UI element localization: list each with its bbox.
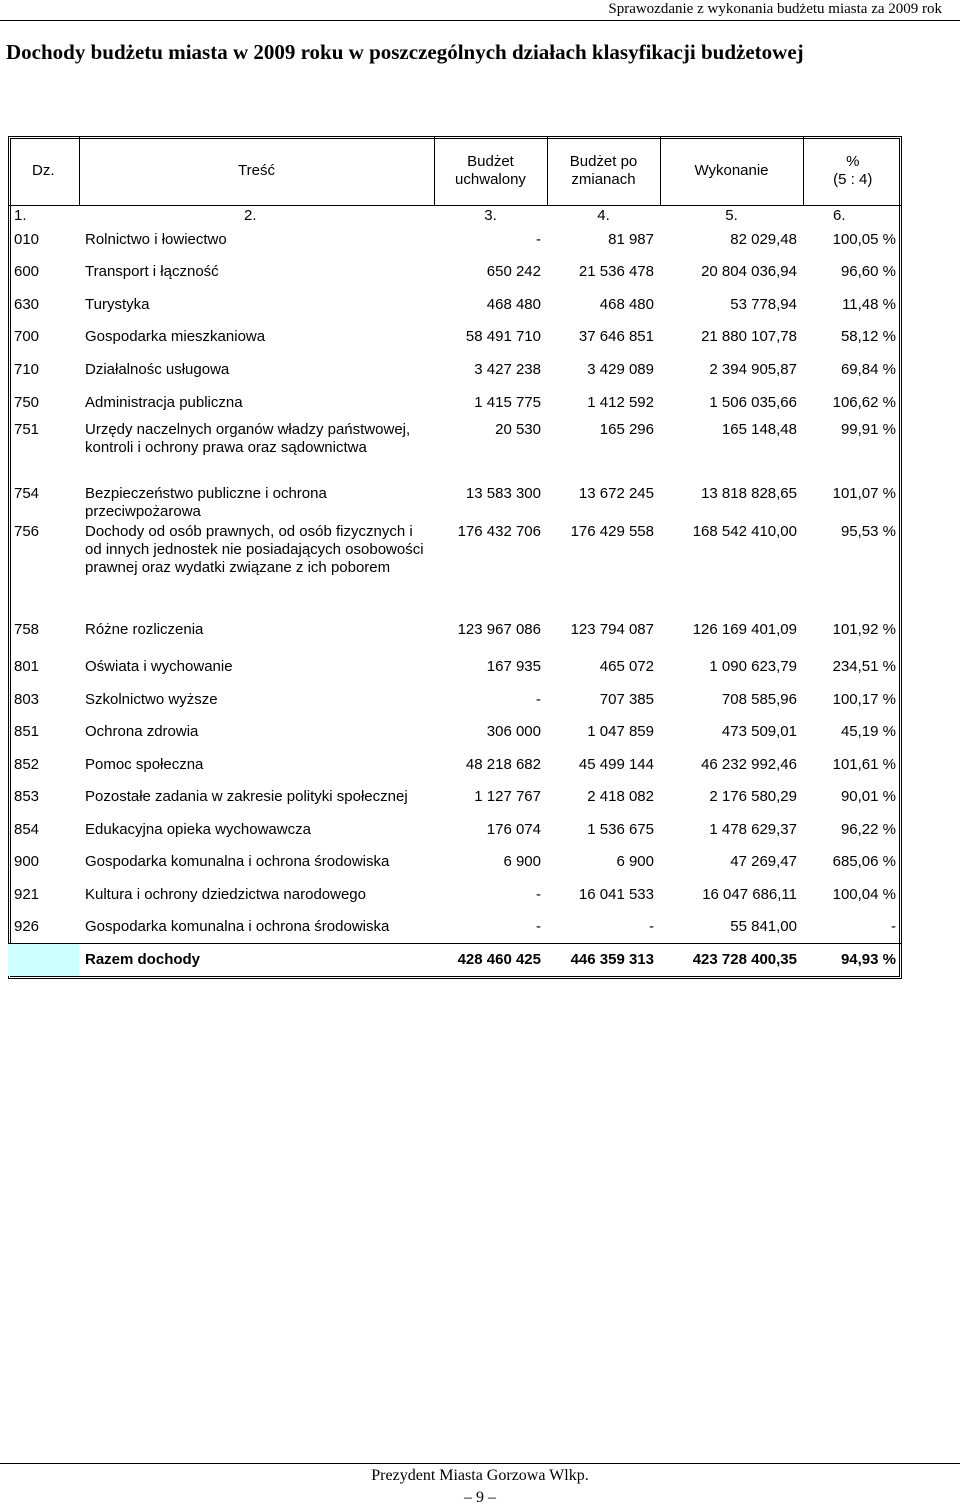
footer-divider: [0, 1463, 960, 1464]
total-plan: 428 460 425: [434, 943, 547, 976]
row-after: 81 987: [608, 231, 654, 248]
header-exec: Wykonanie: [660, 137, 803, 206]
row-name: Działalnośc usługowa: [85, 360, 230, 378]
table-row: [8, 226, 902, 254]
row-name: Bezpieczeństwo publiczne i ochrona przeciwpożarowa: [85, 485, 327, 520]
row-after: 2 418 082: [587, 788, 654, 805]
row-exec: 473 509,01: [721, 723, 797, 740]
table-row: [8, 254, 902, 290]
row-plan: 1 415 775: [474, 393, 541, 411]
row-exec: 1 506 035,66: [709, 393, 797, 411]
table-row: [8, 878, 902, 911]
row-exec: 55 841,00: [730, 917, 797, 935]
column-number: 3.: [484, 207, 497, 224]
row-pct: 11,48 %: [842, 296, 896, 313]
row-pct: 95,53 %: [840, 523, 896, 540]
row-plan: 650 242: [486, 263, 541, 280]
table-row: [8, 911, 902, 943]
row-after: 13 672 245: [578, 485, 654, 502]
total-row: [8, 943, 902, 976]
row-name: Ochrona zdrowia: [85, 723, 199, 740]
row-pct: 685,06 %: [832, 853, 896, 870]
row-code: 710: [14, 360, 40, 378]
table-row: [8, 386, 902, 419]
row-after: 45 499 144: [578, 755, 654, 773]
row-name: Różne rozliczenia: [85, 621, 204, 638]
row-code: 900: [14, 853, 40, 870]
total-code: [8, 943, 79, 976]
table-row: [8, 716, 902, 748]
header-after: [547, 137, 660, 206]
row-after: 1 047 859: [587, 723, 654, 740]
row-code: 010: [14, 231, 40, 248]
table-row: [8, 353, 902, 386]
row-code: 926: [14, 917, 40, 935]
row-after: 37 646 851: [578, 327, 654, 345]
row-name: Transport i łączność: [85, 263, 219, 280]
row-name: Urzędy naczelnych organów władzy państwowej, kontroli i ochrony prawa oraz sądownictwa: [85, 421, 411, 456]
row-pct: 100,17 %: [832, 690, 896, 708]
header-pct-line2: (5 : 4): [833, 171, 873, 188]
row-after: 707 385: [599, 690, 654, 708]
row-code: 700: [14, 327, 40, 345]
row-code: 758: [14, 621, 40, 638]
row-plan: -: [536, 690, 541, 708]
header-dz: Dz.: [8, 137, 79, 206]
row-plan: 20 530: [495, 421, 541, 438]
row-after: 468 480: [599, 296, 654, 313]
row-exec: 708 585,96: [721, 690, 797, 708]
row-after: 123 794 087: [570, 621, 654, 638]
row-plan: 176 074: [486, 820, 541, 838]
row-pct: 106,62 %: [832, 393, 896, 411]
header-after-line2: zmianach: [571, 171, 636, 188]
row-exec: 21 880 107,78: [701, 327, 797, 345]
row-code: 921: [14, 885, 40, 903]
running-header-text: Sprawozdanie z wykonania budżetu miasta za 2009 rok: [608, 1, 942, 17]
header-pct-line1: %: [846, 153, 860, 170]
page-number: – 9 –: [464, 1489, 496, 1506]
row-pct: 101,07 %: [832, 485, 896, 502]
row-exec: 1 090 623,79: [709, 658, 797, 675]
row-code: 754: [14, 485, 40, 502]
row-name: Kultura i ochrony dziedzictwa narodowego: [85, 885, 366, 903]
row-pct: 96,60 %: [840, 263, 896, 280]
row-exec: 46 232 992,46: [701, 755, 797, 773]
row-code: 853: [14, 788, 40, 805]
header-pct: [803, 137, 902, 206]
row-code: 756: [14, 523, 40, 540]
row-plan: -: [536, 885, 541, 903]
row-name: Dochody od osób prawnych, od osób fizycznych i od innych jednostek nie posiadających osobowości prawnej oraz wydatki związane z ich poborem: [85, 523, 424, 576]
column-number: 6.: [833, 207, 846, 224]
total-after: 446 359 313: [547, 943, 660, 976]
header-plan: [434, 137, 547, 206]
row-name: Szkolnictwo wyższe: [85, 690, 218, 708]
row-plan: 306 000: [486, 723, 541, 740]
column-number: 4.: [597, 207, 610, 224]
row-pct: 69,84 %: [840, 360, 896, 378]
footer-signature: Prezydent Miasta Gorzowa Wlkp.: [371, 1467, 589, 1484]
row-after: 3 429 089: [587, 360, 654, 378]
row-after: 1 536 675: [587, 820, 654, 838]
table-row: [8, 781, 902, 813]
row-plan: 123 967 086: [457, 621, 541, 638]
header-after-line1: Budżet po: [569, 153, 638, 170]
row-exec: 165 148,48: [721, 421, 797, 438]
row-name: Edukacyjna opieka wychowawcza: [85, 820, 311, 838]
row-name: Administracja publiczna: [85, 393, 243, 411]
row-plan: -: [536, 231, 541, 248]
row-pct: 96,22 %: [840, 820, 896, 838]
row-exec: 16 047 686,11: [702, 885, 797, 903]
row-exec: 53 778,94: [730, 296, 797, 313]
table-row: [8, 683, 902, 716]
row-pct: 90,01 %: [840, 788, 896, 805]
row-name: Gospodarka komunalna i ochrona środowiska: [85, 917, 390, 935]
row-code: 750: [14, 393, 40, 411]
row-plan: 1 127 767: [474, 788, 541, 805]
row-code: 630: [14, 296, 40, 313]
row-exec: 20 804 036,94: [701, 263, 797, 280]
table-row: [8, 483, 902, 521]
row-exec: 2 394 905,87: [709, 360, 797, 378]
row-pct: 99,91 %: [840, 421, 896, 438]
row-pct: -: [891, 917, 896, 935]
row-plan: -: [536, 917, 541, 935]
row-name: Rolnictwo i łowiectwo: [85, 231, 227, 248]
table-row: [8, 813, 902, 846]
row-pct: 101,92 %: [832, 621, 896, 638]
row-pct: 234,51 %: [832, 658, 896, 675]
row-name: Pomoc społeczna: [85, 755, 204, 773]
table-row: [8, 651, 902, 683]
header-plan-line1: Budżet: [467, 153, 514, 170]
total-name: Razem dochody: [79, 943, 434, 976]
table-header-row: [8, 137, 902, 206]
row-code: 803: [14, 690, 40, 708]
table-row: [8, 320, 902, 353]
row-exec: 168 542 410,00: [692, 523, 797, 540]
table-row: [8, 419, 902, 483]
row-exec: 47 269,47: [730, 853, 797, 870]
total-exec: 423 728 400,35: [660, 943, 803, 976]
running-header: [0, 0, 960, 21]
row-code: 801: [14, 658, 40, 675]
row-exec: 13 818 828,65: [701, 485, 797, 502]
row-name: Oświata i wychowanie: [85, 658, 233, 675]
table-row: [8, 609, 902, 651]
row-name: Gospodarka mieszkaniowa: [85, 327, 266, 345]
column-numbering-row: [8, 206, 902, 227]
row-code: 854: [14, 820, 40, 838]
budget-income-table: [8, 136, 902, 976]
column-number: 1.: [14, 207, 27, 224]
row-name: Turystyka: [85, 296, 150, 313]
row-after: -: [649, 917, 654, 935]
total-pct: 94,93 %: [803, 943, 902, 976]
row-code: 751: [14, 421, 40, 438]
column-number: 5.: [725, 207, 738, 224]
row-plan: 3 427 238: [474, 360, 541, 378]
table-row: [8, 846, 902, 878]
header-name: Treść: [79, 137, 434, 206]
row-plan: 468 480: [486, 296, 541, 313]
row-name: Gospodarka komunalna i ochrona środowiska: [85, 853, 390, 870]
row-pct: 58,12 %: [840, 327, 896, 345]
row-exec: 1 478 629,37: [709, 820, 797, 838]
row-code: 851: [14, 723, 40, 740]
row-pct: 100,04 %: [832, 885, 896, 903]
table-row: [8, 290, 902, 320]
table-row: [8, 521, 902, 609]
row-code: 600: [14, 263, 40, 280]
column-number: 2.: [244, 207, 257, 224]
row-exec: 2 176 580,29: [709, 788, 797, 805]
row-code: 852: [14, 755, 40, 773]
row-plan: 167 935: [486, 658, 541, 675]
row-pct: 100,05 %: [832, 231, 896, 248]
row-plan: 58 491 710: [465, 327, 541, 345]
row-exec: 126 169 401,09: [692, 621, 797, 638]
table-row: [8, 748, 902, 781]
row-after: 16 041 533: [578, 885, 654, 903]
row-plan: 176 432 706: [457, 523, 541, 540]
row-after: 176 429 558: [570, 523, 654, 540]
row-after: 1 412 592: [587, 393, 654, 411]
row-plan: 13 583 300: [465, 485, 541, 502]
row-pct: 45,19 %: [840, 723, 896, 740]
row-plan: 48 218 682: [465, 755, 541, 773]
row-after: 21 536 478: [578, 263, 654, 280]
row-plan: 6 900: [503, 853, 541, 870]
row-after: 6 900: [616, 853, 654, 870]
page-title: Dochody budżetu miasta w 2009 roku w poszczególnych działach klasyfikacji budżetowej: [6, 40, 804, 64]
row-after: 165 296: [599, 421, 654, 438]
row-name: Pozostałe zadania w zakresie polityki społecznej: [85, 788, 408, 805]
header-plan-line2: uchwalony: [455, 171, 526, 188]
row-pct: 101,61 %: [832, 755, 896, 773]
row-after: 465 072: [599, 658, 654, 675]
row-exec: 82 029,48: [730, 231, 797, 248]
